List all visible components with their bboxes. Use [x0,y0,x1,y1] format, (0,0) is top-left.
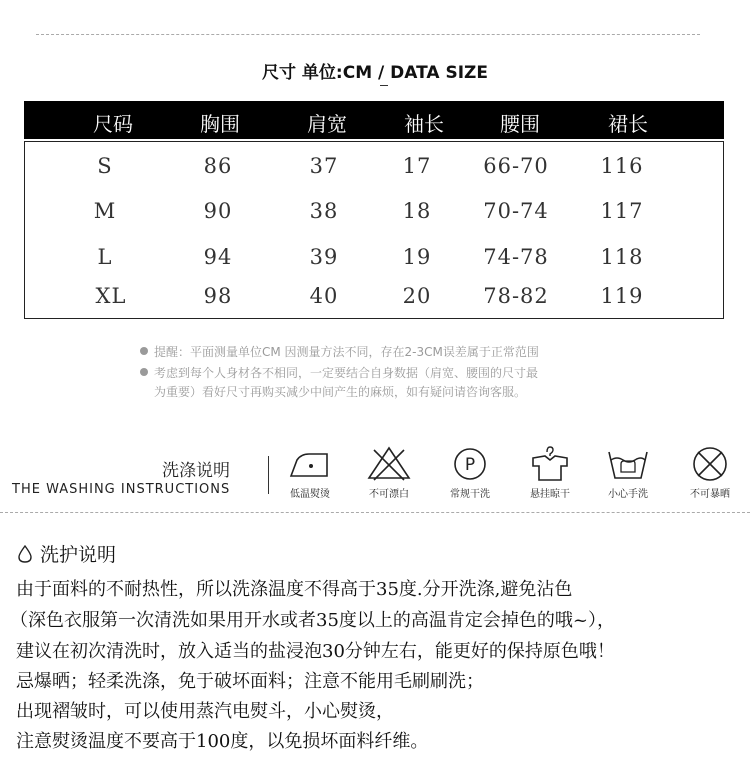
table-cell: L [97,245,113,269]
table-cell: 74-78 [483,245,549,269]
hand-wash-icon [605,446,651,482]
washing-title-cn: 洗涤说明 [162,461,230,481]
iron-low-temp-icon [287,446,333,482]
table-cell: 70-74 [483,199,549,223]
table-cell: 38 [309,199,339,223]
care-line: 忌爆晒；轻柔洗涤，免于破坏面料；注意不能用毛刷刷洗； [16,671,484,692]
care-heading-text: 洗护说明 [40,544,117,566]
top-divider [36,34,700,35]
care-line: （深色衣服第一次清洗如果用开水或者35度以上的高温肯定会掉色的哦~）， [10,610,615,631]
wash-symbol-iron [280,446,340,500]
table-cell: 19 [402,245,432,269]
wash-label: 小心手洗 [608,489,648,500]
table-cell: 66-70 [483,154,549,178]
svg-text:P: P [464,455,476,475]
table-cell: 39 [309,245,339,269]
size-advice-note-cont: 为重要）看好尺寸再购买减少中间产生的麻烦，如有疑问请咨询客服。 [154,385,527,399]
wash-symbol-handwash [598,446,658,500]
measurement-note [140,343,539,360]
title-underline-mark [380,85,388,86]
size-advice-note [140,364,538,381]
table-cell: 94 [203,245,233,269]
care-heading [18,540,116,567]
header-skirt-length: 裙长 [608,112,648,136]
table-cell: 17 [402,154,432,178]
header-waist: 腰围 [500,112,540,136]
table-cell: 86 [203,154,233,178]
no-sun-dry-icon [687,446,733,482]
table-cell: 118 [600,245,644,269]
table-cell: 90 [203,199,233,223]
table-cell: 117 [600,199,644,223]
wash-symbol-nosun [680,446,740,500]
table-cell: S [97,154,113,178]
care-line: 出现褶皱时，可以使用蒸汽电熨斗，小心熨烫， [16,701,394,722]
no-bleach-icon [366,446,412,482]
size-table-header [24,101,724,139]
table-cell: 18 [402,199,432,223]
wash-label: 悬挂晾干 [530,489,570,500]
header-shoulder: 肩宽 [307,112,347,136]
wash-label: 常规干洗 [450,489,490,500]
washing-divider [268,456,269,494]
wash-label: 低温熨烫 [290,489,330,500]
table-cell: 78-82 [483,284,549,308]
dry-clean-p-icon [447,446,493,482]
table-cell: 119 [600,284,644,308]
wash-label: 不可漂白 [369,489,409,500]
washing-title-en: THE WASHING INSTRUCTIONS [12,482,231,497]
note-text-1: 提醒：平面测量单位CM 因测量方法不同，存在2-3CM误差属于正常范围 [154,345,539,359]
table-cell: 116 [600,154,644,178]
wash-symbol-hang [520,446,580,500]
table-cell: M [93,199,117,223]
hang-dry-shade-icon [527,446,573,482]
header-bust: 胸围 [200,112,240,136]
table-cell: 20 [402,284,432,308]
care-line: 建议在初次清洗时，放入适当的盐浸泡30分钟左右，能更好的保持原色哦！ [16,641,615,662]
wash-label: 不可暴晒 [690,489,730,500]
table-cell: 37 [309,154,339,178]
size-chart-title: 尺寸 单位:CM / DATA SIZE [262,63,488,83]
table-cell: 40 [309,284,339,308]
wash-symbol-dryclean [440,446,500,500]
table-cell: XL [95,284,127,308]
note-text-2a: 考虑到每个人身材各不相同，一定要结合自身数据（肩宽、腰围的尺寸最 [154,366,539,380]
size-table-body [24,141,724,319]
care-line: 由于面料的不耐热性，所以洗涤温度不得高于35度.分开洗涤,避免沾色 [16,579,573,600]
header-sleeve: 袖长 [404,112,444,136]
section-divider [0,512,750,513]
header-size: 尺码 [93,112,133,136]
bullet-dot-icon [140,368,148,376]
care-line: 注意熨烫温度不要高于100度，以免损坏面料纤维。 [16,731,429,752]
water-drop-icon [18,545,32,563]
wash-symbol-bleach [359,446,419,500]
bullet-dot-icon [140,347,148,355]
table-cell: 98 [203,284,233,308]
